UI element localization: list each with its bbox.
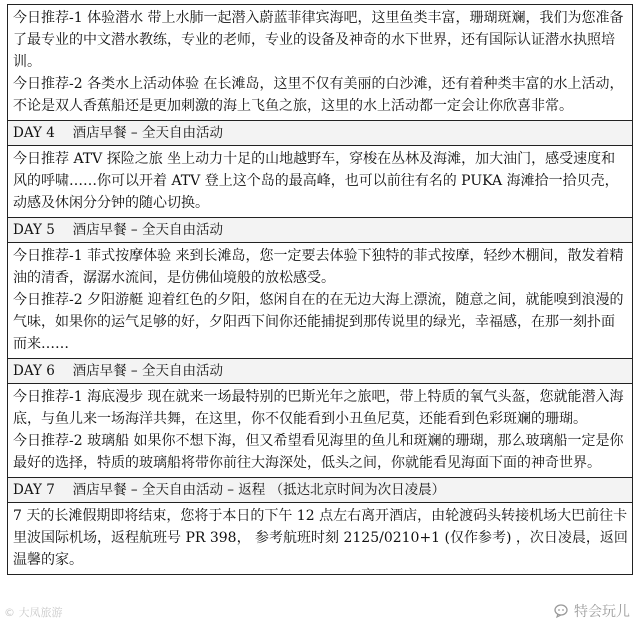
day-7-content-row [8,503,633,575]
day-4-content-row [8,146,633,218]
day-6-header-row [8,359,633,384]
day-7-header-row [8,478,633,503]
day-4-content [8,146,633,218]
intro-row [8,5,633,121]
day-6-content [8,384,633,478]
recommendation-entry: 今日推荐-2 玻璃船 如果你不想下海，但又希望看见海里的鱼儿和斑斓的珊瑚，那么玻璃船一定是你最好的选择，特质的玻璃船将带你前往大海深处，低头之间，你就能看见海面下面的神奇世界。 [13,433,624,471]
day-5-content [8,243,633,359]
watermark-left: © 大凤旅游 [4,606,63,619]
watermark-right-label: 特会玩儿 [574,604,630,620]
day-5-content-row [8,243,633,359]
return-trip-entry: 7 天的长滩假期即将结束，您将于本日的下午 12 点左右离开酒店，由轮渡码头转接机场大巴前往卡里波国际机场，返程航班号 PR 398， 参考航班时刻 2125/0210+1 (仅作参考) ，次日凌晨，返回温馨的家。 [13,508,628,568]
recommendation-entry: 今日推荐-1 菲式按摩体验 来到长滩岛，您一定要去体验下独特的菲式按摩，轻纱木棚间，散发着精油的清香，潺潺水流间，是仿佛仙境般的放松感受。 [13,248,624,286]
wechat-bubble-icon [554,603,570,619]
recommendation-entry: 今日推荐-2 夕阳游艇 迎着红色的夕阳，悠闲自在的在无边大海上漂流，随意之间，就能嗅到浪漫的气味，如果你的运气足够的好，夕阳西下间你还能捕捉到那传说里的绿光，幸福感，在那一刻扑面而来…… [13,292,624,352]
day-4-header-row [8,121,633,146]
recommendation-entry: 今日推荐-1 海底漫步 现在就来一场最特别的巴斯光年之旅吧，带上特质的氧气头盔，您就能潜入海底，与鱼儿来一场海洋共舞，在这里，你不仅能看到小丑鱼尼莫，还能看到色彩斑斓的珊瑚。 [13,389,624,427]
itinerary-sheet [7,4,633,575]
watermark-right [554,601,630,621]
recommendation-entry: 今日推荐-1 体验潜水 带上水肺一起潜入蔚蓝菲律宾海吧，这里鱼类丰富，珊瑚斑斓，我们为您准备了最专业的中文潜水教练，专业的老师，专业的设备及神奇的水下世界，还有国际认证潜水执照培训。 [13,10,624,70]
itinerary-table [7,4,633,575]
recommendation-entry: 今日推荐-2 各类水上活动体验 在长滩岛，这里不仅有美丽的白沙滩，还有着种类丰富的水上活动，不论是双人香蕉船还是更加刺激的海上飞鱼之旅，这里的水上活动都一定会让你欣喜非常。 [13,76,624,114]
recommendation-entry: 今日推荐 ATV 探险之旅 坐上动力十足的山地越野车，穿梭在丛林及海滩，加大油门，感受速度和风的呼啸……你可以开着 ATV 登上这个岛的最高峰，也可以前往有名的 PUKA 海滩拾一拾贝壳，动感及休闲分分钟的随心切换。 [13,151,619,211]
day-6-content-row [8,384,633,478]
day-6-header: DAY 6 酒店早餐 – 全天自由活动 [8,359,633,384]
day-7-header: DAY 7 酒店早餐 – 全天自由活动 – 返程 （抵达北京时间为次日凌晨） [8,478,633,503]
day-5-header-row [8,218,633,243]
intro-cell [8,5,633,121]
day-5-header: DAY 5 酒店早餐 – 全天自由活动 [8,218,633,243]
day-4-header: DAY 4 酒店早餐 – 全天自由活动 [8,121,633,146]
day-7-content [8,503,633,575]
